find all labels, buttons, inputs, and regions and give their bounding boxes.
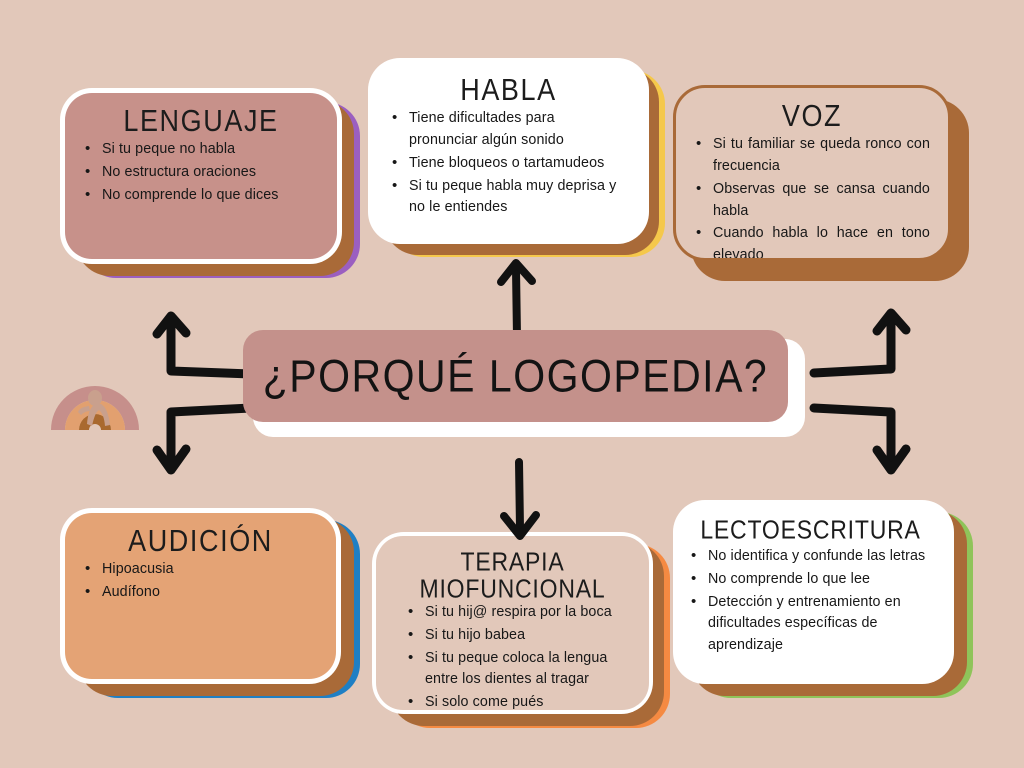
voz-panel [673, 85, 951, 261]
rainbow-icon [45, 342, 145, 434]
terapia-bullet-list [382, 602, 643, 710]
list-item: • Si tu peque habla muy deprisa y no le entiendes [390, 176, 627, 219]
list-item: • No comprende lo que dices [83, 185, 319, 207]
list-item: • Si tu hij@ respira por la boca [406, 602, 643, 624]
arrow-to-terapia [498, 458, 542, 544]
list-item: • Hipoacusia [83, 559, 318, 581]
lenguaje-panel [65, 93, 337, 259]
card-lectoescritura[interactable] [673, 500, 973, 698]
boho-rainbow-decoration [45, 342, 145, 439]
lenguaje-bullet-list [83, 139, 319, 206]
audicion-bullet-list [83, 559, 318, 603]
list-item: • Observas que se cansa cuando habla [694, 179, 930, 222]
lectoescritura-bullet-list [689, 546, 932, 657]
lectoescritura-title: LECTOESCRITURA [700, 514, 921, 544]
arrow-to-voz [808, 305, 918, 387]
list-item: • Audífono [83, 582, 318, 604]
terapia-title: TERAPIA MIOFUNCIONAL [419, 546, 606, 604]
voz-title: VOZ [781, 98, 843, 133]
list-item: • No comprende lo que lee [689, 569, 932, 591]
list-item: • Tiene bloqueos o tartamudeos [390, 153, 627, 175]
lenguaje-title: LENGUAJE [123, 103, 279, 138]
card-audicion[interactable] [60, 508, 360, 698]
terapia-panel [376, 536, 649, 710]
center-banner-fill [243, 330, 788, 422]
page-title: ¿PORQUÉ LOGOPEDIA? [262, 350, 769, 401]
arrow-to-audicion [145, 400, 255, 482]
card-habla[interactable] [368, 58, 668, 263]
list-item: • Cuando habla lo hace en tono elevado [694, 223, 930, 261]
habla-bullet-list [390, 108, 627, 219]
card-voz[interactable] [673, 85, 973, 285]
habla-title: HABLA [460, 72, 557, 107]
habla-panel [372, 62, 645, 240]
arrow-to-lectoescritura [808, 398, 918, 482]
center-banner[interactable] [243, 330, 795, 428]
arrow-to-habla [495, 255, 539, 339]
lectoescritura-panel [677, 504, 950, 680]
audicion-panel [65, 513, 336, 679]
list-item: • No identifica y confunde las letras [689, 546, 932, 568]
list-item: • Si tu familiar se queda ronco con frecuencia [694, 134, 930, 177]
list-item: • Si solo come pués [406, 692, 643, 710]
list-item: • Detección y entrenamiento en dificultades específicas de aprendizaje [689, 592, 932, 657]
list-item: • Si tu peque coloca la lengua entre los dientes al tragar [406, 648, 643, 691]
arrow-to-lenguaje [145, 308, 255, 388]
card-lenguaje[interactable] [60, 88, 360, 278]
list-item: • Si tu peque no habla [83, 139, 319, 161]
list-item: • Tiene dificultades para pronunciar algún sonido [390, 108, 627, 151]
list-item: • Si tu hijo babea [406, 625, 643, 647]
audicion-title: AUDICIÓN [128, 523, 273, 558]
voz-bullet-list [694, 134, 930, 261]
card-terapia-miofuncional[interactable] [372, 532, 672, 728]
list-item: • No estructura oraciones [83, 162, 319, 184]
